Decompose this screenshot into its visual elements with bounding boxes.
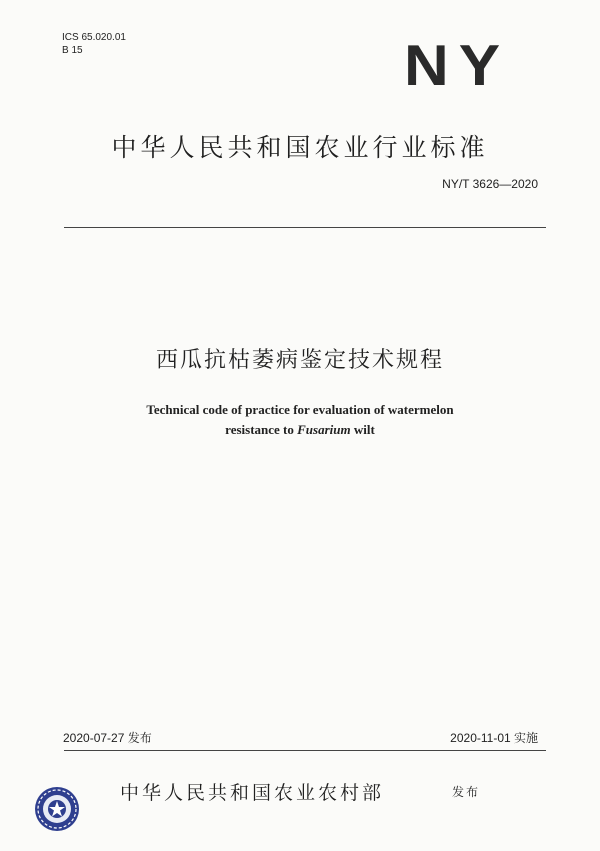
implement-date: 2020-11-01 实施: [450, 731, 538, 745]
title-english-line2: [0, 420, 600, 440]
publish-date: 2020-07-27 发布: [63, 731, 152, 745]
title-english-line2-pre: resistance to: [225, 422, 298, 437]
standard-number: NY/T 3626—2020: [442, 177, 538, 191]
top-divider: [64, 227, 546, 228]
issuer-name: 中华人民共和国农业农村部: [120, 782, 385, 804]
issuer-suffix: 发布: [452, 785, 481, 799]
ics-code: ICS 65.020.01: [62, 32, 126, 43]
standard-category: 中华人民共和国农业行业标准: [111, 133, 489, 162]
ccs-code: B 15: [62, 45, 83, 56]
title-english-line2-post: wilt: [350, 422, 375, 437]
ministry-emblem-icon: [34, 786, 80, 832]
title-english: [0, 400, 600, 440]
bottom-divider: [64, 750, 546, 751]
ny-logo: NY: [404, 34, 511, 98]
title-english-line1: Technical code of practice for evaluation of watermelon: [146, 402, 454, 417]
title-english-italic: Fusarium: [297, 422, 351, 437]
ics-code-block: [62, 31, 126, 57]
title-chinese: 西瓜抗枯萎病鉴定技术规程: [155, 348, 444, 373]
